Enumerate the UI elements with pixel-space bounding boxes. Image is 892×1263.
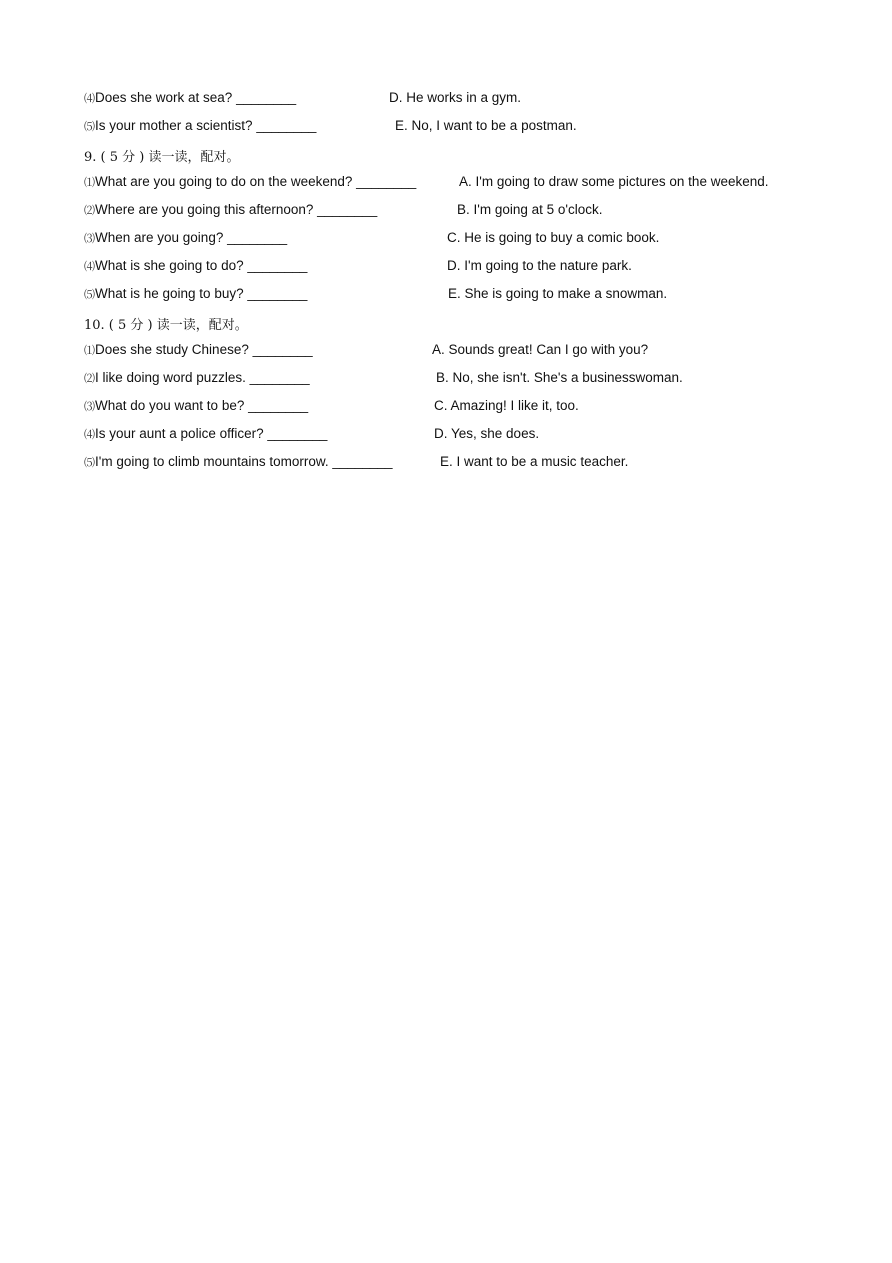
section-9-title: 9. ( 5 分 ) 读一读，配对。 [84, 150, 240, 165]
item-number: ⑴ [84, 176, 95, 189]
question-text: What are you going to do on the weekend? ________ [95, 174, 417, 189]
answer-option: E. I want to be a music teacher. [440, 454, 629, 469]
answer-option: C. Amazing! I like it, too. [434, 398, 579, 413]
item-number: ⑵ [84, 204, 95, 217]
item-number: ⑸ [84, 288, 95, 301]
question-text: What do you want to be? ________ [95, 398, 309, 413]
answer-option: D. I'm going to the nature park. [447, 258, 632, 273]
question-text: Where are you going this afternoon? ________ [95, 202, 378, 217]
question-text: I like doing word puzzles. ________ [95, 370, 310, 385]
question-text: Does she study Chinese? ________ [95, 342, 313, 357]
item-number: ⑸ [84, 456, 95, 469]
question-text: Is your mother a scientist? ________ [95, 118, 317, 133]
question-text: Is your aunt a police officer? ________ [95, 426, 328, 441]
answer-option: E. She is going to make a snowman. [448, 286, 668, 301]
answer-option: A. Sounds great! Can I go with you? [432, 342, 649, 357]
section-10-title: 10. ( 5 分 ) 读一读，配对。 [84, 318, 248, 333]
item-number: ⑶ [84, 400, 95, 413]
item-number: ⑵ [84, 372, 95, 385]
answer-option: B. I'm going at 5 o'clock. [457, 202, 603, 217]
answer-option: E. No, I want to be a postman. [395, 118, 577, 133]
item-number: ⑷ [84, 92, 95, 105]
answer-option: D. Yes, she does. [434, 426, 540, 441]
item-number: ⑷ [84, 260, 95, 273]
answer-option: C. He is going to buy a comic book. [447, 230, 660, 245]
question-text: What is she going to do? ________ [95, 258, 308, 273]
answer-option: B. No, she isn't. She's a businesswoman. [436, 370, 683, 385]
item-number: ⑴ [84, 344, 95, 357]
item-number: ⑶ [84, 232, 95, 245]
answer-option: D. He works in a gym. [389, 90, 522, 105]
item-number: ⑷ [84, 428, 95, 441]
question-text: When are you going? ________ [95, 230, 288, 245]
item-number: ⑸ [84, 120, 95, 133]
answer-option: A. I'm going to draw some pictures on the weekend. [459, 174, 769, 189]
question-text: What is he going to buy? ________ [95, 286, 308, 301]
question-text: I'm going to climb mountains tomorrow. ________ [95, 454, 393, 469]
question-text: Does she work at sea? ________ [95, 90, 297, 105]
